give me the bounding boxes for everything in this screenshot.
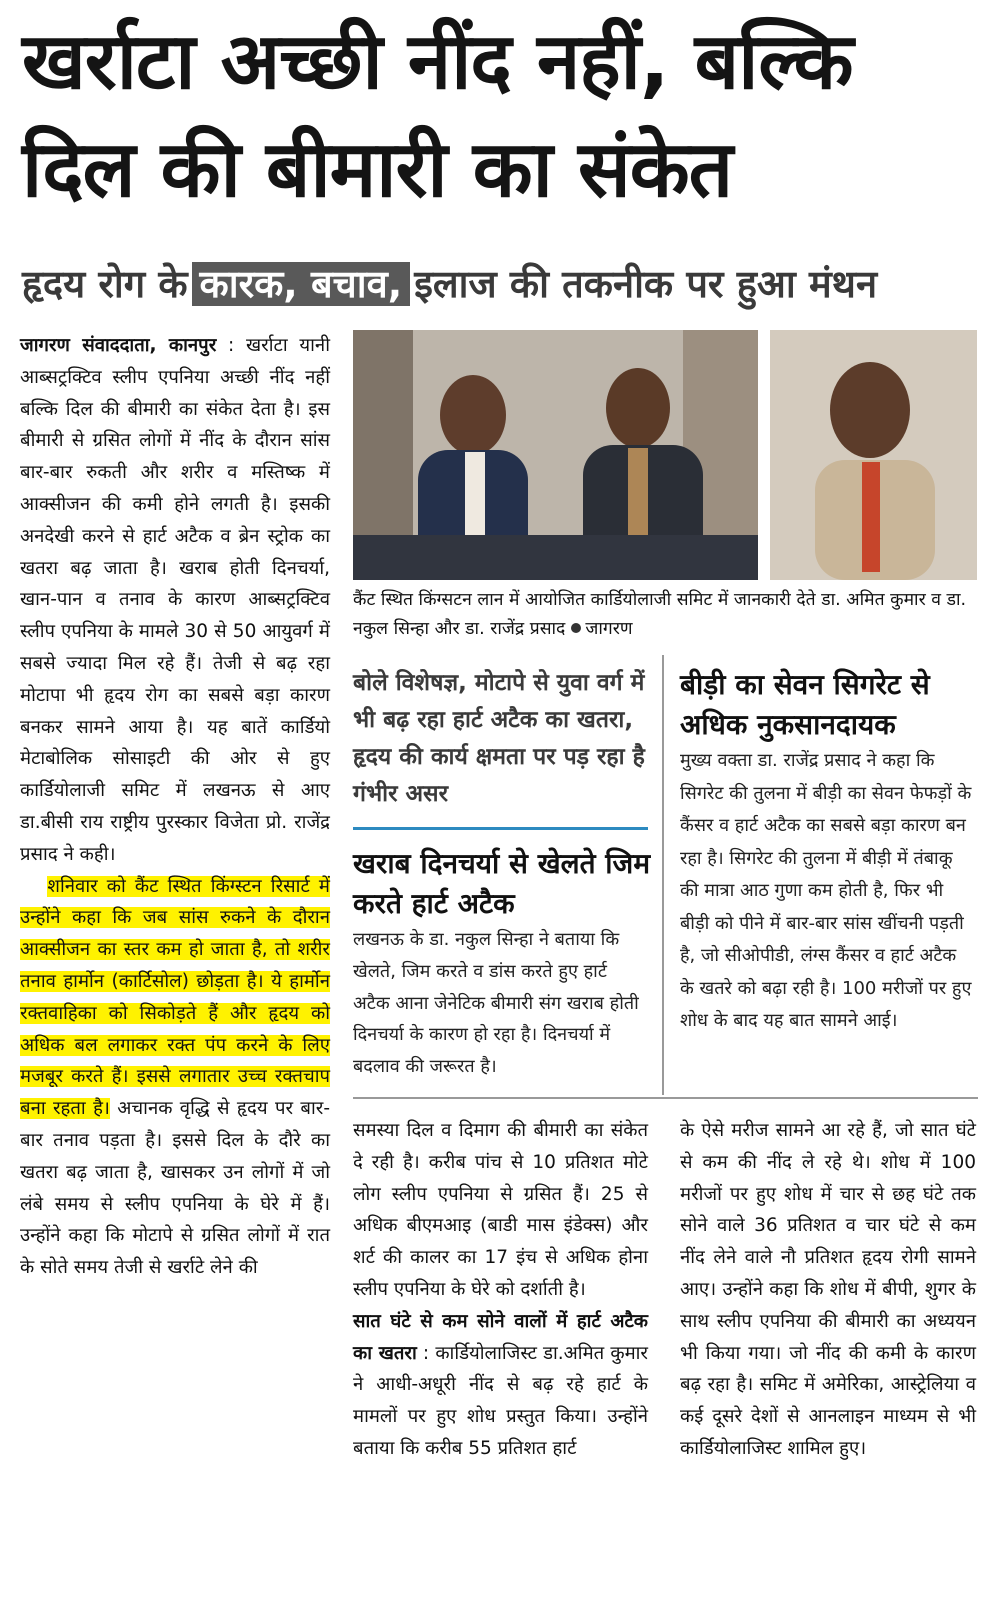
photo-doctors-illustration (353, 330, 758, 580)
subhead-highlight: कारक, बचाव, (192, 262, 411, 306)
left-para-1-text: : खर्राटा यानी आब्सट्रक्टिव स्लीप एपनिया अच्छी नींद नहीं बल्कि दिल की बीमारी का संकेत देता है। इस बीमारी से ग्रसित लोगों में नींद के दौरान सांस बार-बार रुकती और शरीर व मस्तिष्क में आक्सीजन की कमी होने लगती है। इसकी अनदेखी करने से हार्ट अटैक व ब्रेन स्ट्रोक का खतरा बढ़ जाता है। खराब होती दिनचर्या, खान-पान व तनाव के कारण आब्सट्रक्टिव स्लीप एपनिया के मामले 30 से 50 आयुवर्ग में सबसे ज्यादा मिल रहे हैं। तेजी से बढ़ रहा मोटापा भी हृदय रोग का सबसे बड़ा कारण बनकर सामने आया है। यह बातें कार्डियो मेटाबोलिक सोसाइटी की ओर से हुए कार्डियोलाजी समिट में लखनऊ से आए डा.बीसी राय राष्ट्रीय पुरस्कार विजेता प्रो. राजेंद्र प्रसाद ने कही। (20, 335, 330, 865)
mid-subhead: सात घंटे से कम सोने वालों में हार्ट अटैक का खतरा (353, 1310, 648, 1364)
headline-line-2: दिल की बीमारी का संकेत (22, 125, 733, 215)
mid-para-2-text: : कार्डियोलाजिस्ट डा.अमित कुमार ने आधी-अधूरी नींद से बढ़ रहे हार्ट के मामलों पर हुए शोध प्रस्तुत किया। उन्होंने बताया कि करीब 55 प्रतिशत हार्ट (353, 1342, 648, 1459)
mid-para-1: समस्या दिल व दिमाग की बीमारी का संकेत दे रही है। करीब पांच से 10 प्रतिशत मोटे लोग स्लीप एपनिया से ग्रसित हैं। 25 से अधिक बीएमआइ (बाडी मास इंडेक्स) और शर्ट की कालर का 17 इंच से अधिक होना स्लीप एपनिया के घेरे को दर्शाती है। (353, 1120, 648, 1300)
box-right-body: मुख्य वक्ता डा. राजेंद्र प्रसाद ने कहा कि सिगरेट की तुलना में बीड़ी का सेवन फेफड़ों के कैंसर व हार्ट अटैक का सबसे बड़ा कारण बन रहा है। सिगरेट की तुलना में बीड़ी में तंबाकू की मात्रा आठ गुणा कम होती है, फिर भी बीड़ी को पीने में बार-बार सांस खींचनी पड़ती है, जो सीओपीडी, लंग्स कैंसर व हार्ट अटैक के खतरे को बढ़ा रही है। 100 मरीजों पर हुए शोध के बाद यह बात सामने आई। (680, 750, 972, 1031)
byline: जागरण संवाददाता, कानपुर (20, 335, 217, 356)
mid-column-article (353, 1115, 648, 1465)
photo-caption (353, 586, 978, 644)
expert-quote-box: बोले विशेषज्ञ, मोटापे से युवा वर्ग में भी बढ़ रहा हार्ट अटैक का खतरा, हृदय की कार्य क्षमता पर पड़ रहा है गंभीर असर (353, 670, 645, 807)
photo-speaker (770, 330, 977, 580)
caption-credit: जागरण (585, 619, 633, 639)
left-para-2 (20, 871, 330, 1284)
headline-line-1: खर्राटा अच्छी नींद नहीं, बल्कि (22, 17, 853, 107)
quote-underline (353, 827, 648, 830)
subhead-after: इलाज की तकनीक पर हुआ मंथन (414, 262, 878, 306)
section-divider (353, 1097, 978, 1099)
photo-doctors-seated (353, 330, 758, 580)
caption-text: कैंट स्थित किंग्सटन लान में आयोजित कार्डियोलाजी समिट में जानकारी देते डा. अमित कुमार व डा. नकुल सिन्हा और डा. राजेंद्र प्रसाद (353, 590, 967, 639)
highlighted-text: शनिवार को कैंट स्थित किंग्स्टन रिसार्ट में उन्होंने कहा कि जब सांस रुकने के दौरान आक्सीजन का स्तर कम हो जाता है, तो शरीर तनाव हार्मोन (कार्टिसोल) छोड़ता है। ये हार्मोन रक्तवाहिका को सिकोड़ते हैं और हृदय को अधिक बल लगाकर रक्त पंप करने के लिए मजबूर करते हैं। इससे लगातार उच्च रक्तचाप बना रहता है। (20, 875, 330, 1120)
subheadline (22, 256, 982, 312)
headline (22, 8, 982, 224)
subhead-before: हृदय रोग के (22, 262, 188, 306)
photo-speaker-illustration (770, 330, 977, 580)
bullet-dot-icon (571, 623, 581, 633)
mid-para-2 (353, 1306, 648, 1465)
left-column-article (20, 330, 330, 1284)
box-mid-heading: खराब दिनचर्या से खेलते जिम करते हार्ट अटैक (353, 847, 651, 920)
left-para-1 (20, 330, 330, 871)
left-para-2-rest: अचानक वृद्धि से हृदय पर बार-बार तनाव पड़ता है। इससे दिल के दौरे का खतरा बढ़ जाता है, खासकर उन लोगों में जो लंबे समय से स्लीप एपनिया के घेरे में हैं। उन्होंने कहा कि मोटापे से ग्रसित लोगों में रात के सोते समय तेजी से खर्राटे लेने की (20, 1098, 331, 1279)
box-mid-body: लखनऊ के डा. नकुल सिन्हा ने बताया कि खेलते, जिम करते व डांस करते हुए हार्ट अटैक आना जेनेटिक बीमारी संग खराब होती दिनचर्या के कारण हो रहा है। दिनचर्या में बदलाव की जरूरत है। (353, 929, 639, 1078)
box-right-heading: बीड़ी का सेवन सिगरेट से अधिक नुकसानदायक (680, 668, 930, 741)
column-divider (662, 655, 664, 1095)
right-column-article: के ऐसे मरीज सामने आ रहे हैं, जो सात घंटे से कम की नींद ले रहे थे। शोध में 100 मरीजों पर हुए शोध में चार से छह घंटे तक सोने वाले 36 प्रतिशत व चार घंटे से कम नींद लेने वाले नौ प्रतिशत हृदय रोगी सामने आए। उन्होंने कहा कि शोध में बीपी, शुगर के साथ स्लीप एपनिया की बीमारी का अध्ययन भी किया गया। जो नींद की कमी के कारण बढ़ रहा है। समिट में अमेरिका, आस्ट्रेलिया व कई दूसरे देशों से आनलाइन माध्यम से भी कार्डियोलाजिस्ट शामिल हुए। (680, 1120, 976, 1459)
